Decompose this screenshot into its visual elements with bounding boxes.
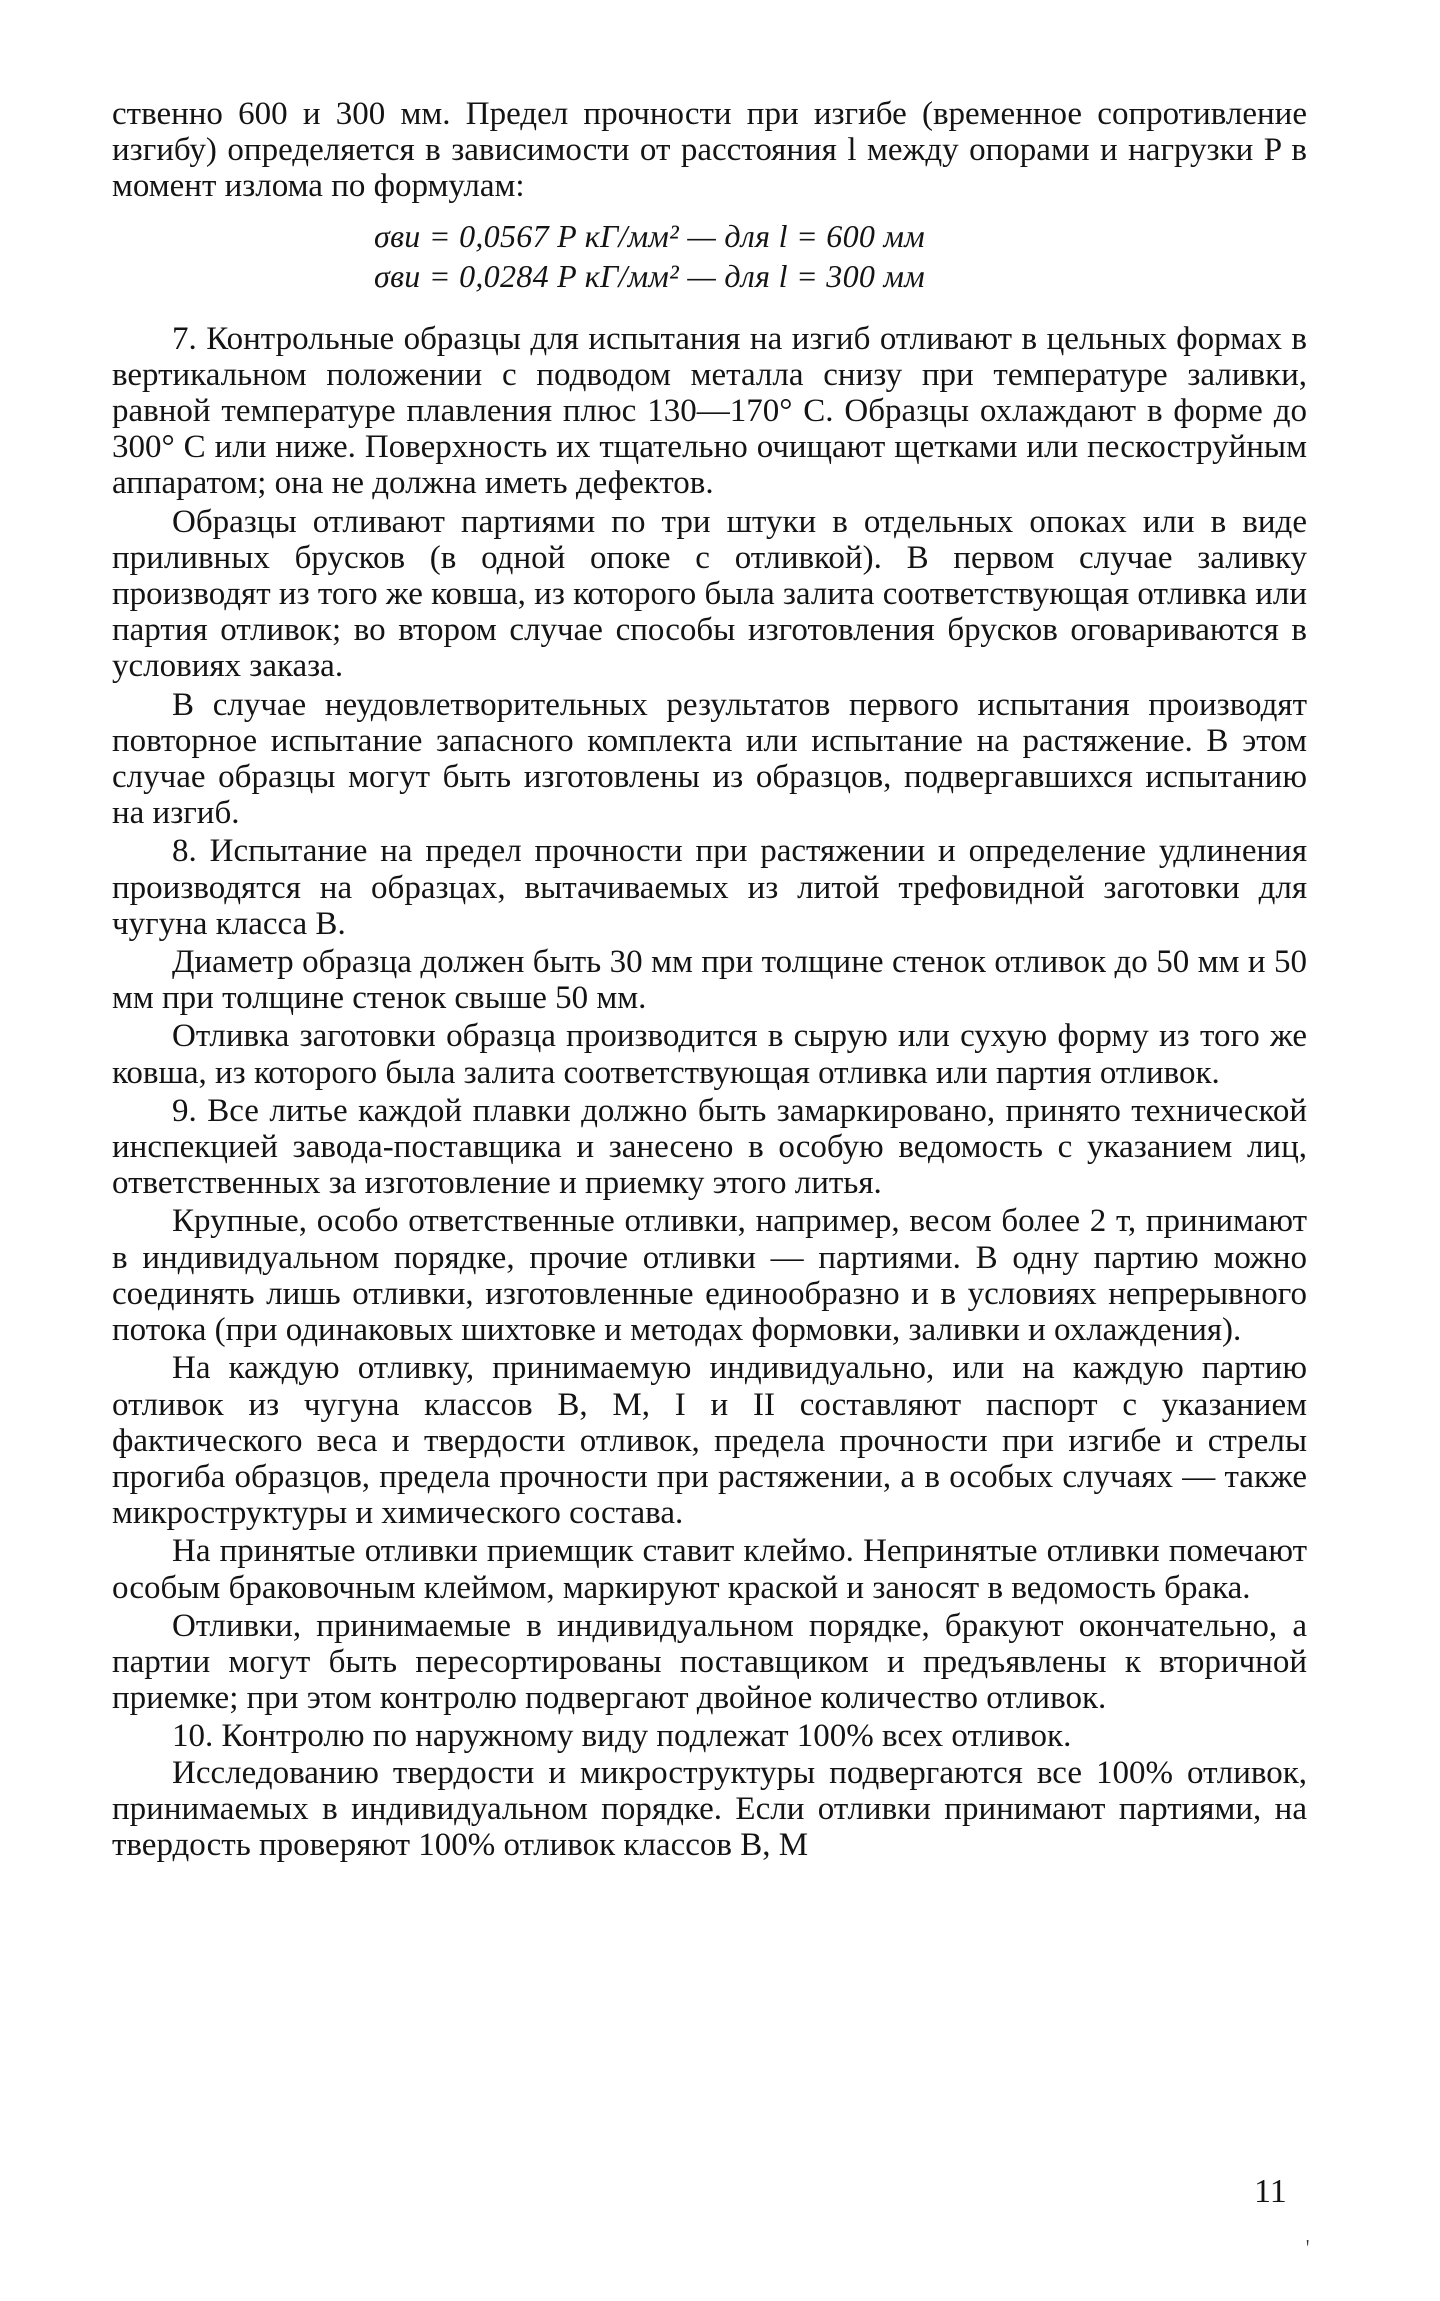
paragraph-casting: Отливка заготовки образца производится в сырую или сухую форму из того же ковша, из которого была залита соответствующая отливка или партия отливок. xyxy=(112,1018,1307,1091)
formula-2: σви = 0,0284 P кГ/мм² — для l = 300 мм xyxy=(374,257,925,294)
top-paragraph: ственно 600 и 300 мм. Предел прочности при изгибе (временное сопротивление изгибу) определяется в зависимости от расстояния l между опорами и нагрузки P в момент излома по формулам: xyxy=(112,96,1307,205)
paragraph-large-castings: Крупные, особо ответственные отливки, например, весом более 2 т, принимают в индивидуальном порядке, прочие отливки — партиями. В одну партию можно соединять лишь отливки, изготовленные единообразно и в условиях непрерывного потока (при одинаковых шихтовке и методах формовки, заливки и охлаждения). xyxy=(112,1203,1307,1349)
paragraph-stamp: На принятые отливки приемщик ставит клеймо. Непринятые отливки помечают особым браковочным клеймом, маркируют краской и заносят в ведомость брака. xyxy=(112,1533,1307,1606)
paragraph-10: 10. Контролю по наружному виду подлежат 100% всех отливок. xyxy=(172,1718,1072,1755)
paragraph-retest: В случае неудовлетворительных результатов первого испытания производят повторное испытание запасного комплекта или испытание на растяжение. В этом случае образцы могут быть изготовлены из образцов, подвергавшихся испытанию на изгиб. xyxy=(112,686,1307,832)
document-page xyxy=(112,96,1307,1863)
formula-1: σви = 0,0567 P кГ/мм² — для l = 600 мм xyxy=(374,217,925,254)
paragraph-samples: Образцы отливают партиями по три штуки в отдельных опоках или в виде приливных брусков (в одной опоке с отливкой). В первом случае заливку производят из того же ковша, из которого была залита соответствующая отливка или партия отливок; во втором случае способы изготовления брусков оговариваются в условиях заказа. xyxy=(112,503,1307,685)
paragraph-rejection: Отливки, принимаемые в индивидуальном порядке, бракуют окончательно, а партии могут быть пересортированы поставщиком и предъявлены к вторичной приемке; при этом контролю подвергают двойное количество отливок. xyxy=(112,1607,1307,1717)
formula-block xyxy=(112,217,1307,295)
page-number: 11 xyxy=(1254,2173,1287,2210)
paragraph-8: 8. Испытание на предел прочности при растяжении и определение удлинения производятся на образцах, вытачиваемых из литой трефовидной заготовки для чугуна класса В. xyxy=(112,833,1307,942)
paragraph-hardness: Исследованию твердости и микроструктуры подвергаются все 100% отливок, принимаемых в индивидуальном порядке. Если отливки принимают партиями, на твердость проверяют 100% отливок классов В, М xyxy=(112,1754,1307,1863)
scan-speck: ꞌ xyxy=(1306,2236,1310,2256)
paragraph-passport: На каждую отливку, принимаемую индивидуально, или на каждую партию отливок из чугуна классов В, М, I и II составляют паспорт с указанием фактического веса и твердости отливок, предела прочности при изгибе и стрелы прогиба образцов, предела прочности при растяжении, а в особых случаях — также микроструктуры и химического состава. xyxy=(112,1350,1307,1532)
paragraph-9: 9. Все литье каждой плавки должно быть замаркировано, принято технической инспекцией завода-поставщика и занесено в особую ведомость с указанием лиц, ответственных за изготовление и приемку этого литья. xyxy=(112,1092,1307,1202)
paragraph-diameter: Диаметр образца должен быть 30 мм при толщине стенок отливок до 50 мм и 50 мм при толщине стенок свыше 50 мм. xyxy=(112,944,1307,1017)
paragraph-7: 7. Контрольные образцы для испытания на изгиб отливают в цельных формах в вертикальном положении с подводом металла снизу при температуре заливки, равной температуре плавления плюс 130—170° С. Образцы охлаждают в форме до 300° С или ниже. Поверхность их тщательно очищают щетками или пескоструйным аппаратом; она не должна иметь дефектов. xyxy=(112,320,1307,502)
